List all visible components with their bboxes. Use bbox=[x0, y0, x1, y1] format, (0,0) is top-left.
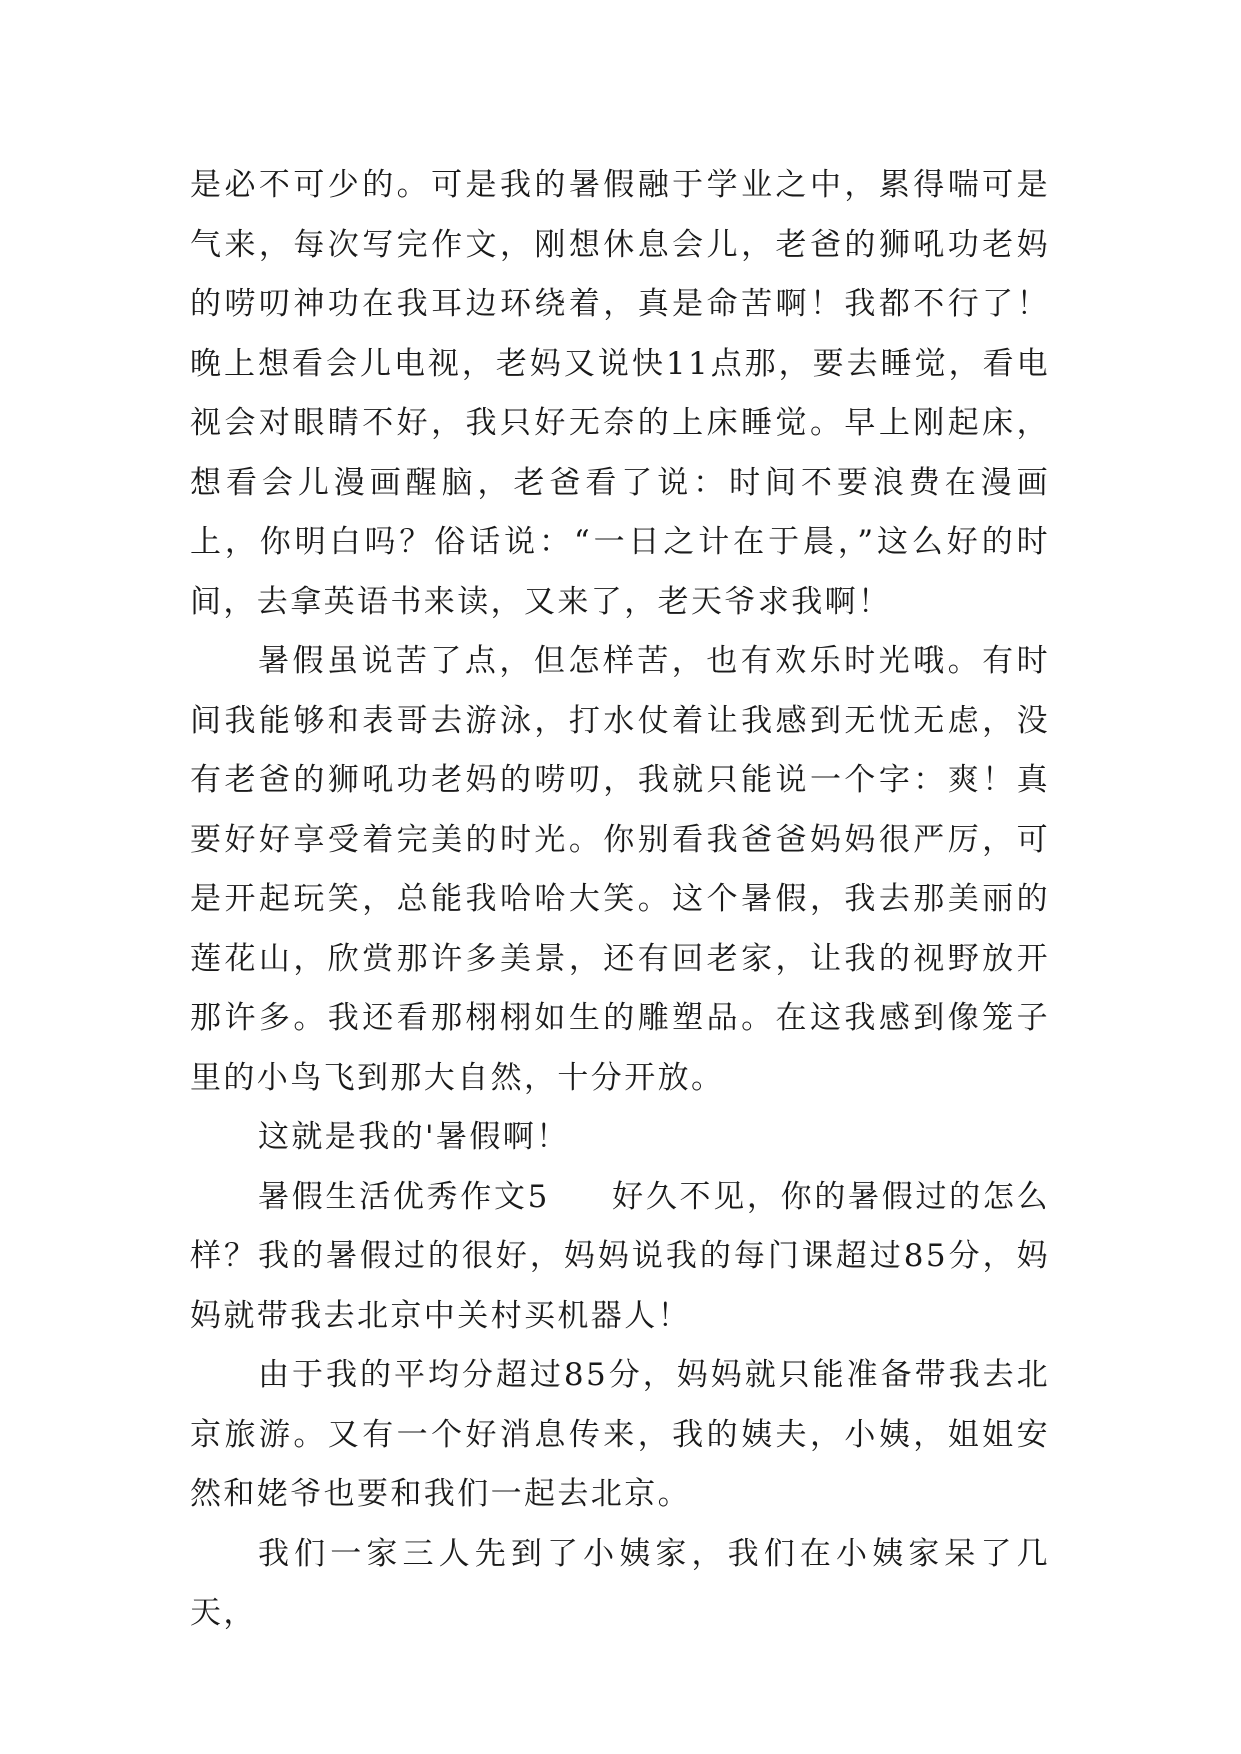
essay-opening-text: 好久不见，你的暑假过的怎么样？我的暑假过的很好，妈妈说我的每门课超过85分，妈妈就带我去北京中关村买机器人！ bbox=[190, 1178, 1050, 1334]
essay-heading-paragraph bbox=[190, 1168, 1050, 1347]
paragraph-5: 由于我的平均分超过85分，妈妈就只能准备带我去北京旅游。又有一个好消息传来，我的姨夫，小姨，姐姐安然和姥爷也要和我们一起去北京。 bbox=[190, 1357, 1050, 1512]
paragraph-2: 暑假虽说苦了点，但怎样苦，也有欢乐时光哦。有时间我能够和表哥去游泳，打水仗着让我感到无忧无虑，没有老爸的狮吼功老妈的唠叨，我就只能说一个字：爽！真要好好享受着完美的时光。你别看我爸爸妈妈很严厉，可是开起玩笑，总能我哈哈大笑。这个暑假，我去那美丽的莲花山，欣赏那许多美景，还有回老家，让我的视野放开那许多。我还看那栩栩如生的雕塑品。在这我感到像笼子里的小鸟飞到那大自然，十分开放。 bbox=[190, 643, 1050, 1096]
paragraph-1: 是必不可少的。可是我的暑假融于学业之中，累得喘可是气来，每次写完作文，刚想休息会儿，老爸的狮吼功老妈的唠叨神功在我耳边环绕着，真是命苦啊！我都不行了！晚上想看会儿电视，老妈又说快11点那，要去睡觉，看电视会对眼睛不好，我只好无奈的上床睡觉。早上刚起床，想看会儿漫画醒脑，老爸看了说：时间不要浪费在漫画上，你明白吗？俗话说：“一日之计在于晨，”这么好的时间，去拿英语书来读，又来了，老天爷求我啊！ bbox=[190, 167, 1050, 620]
essay-title: 暑假生活优秀作文5 bbox=[258, 1178, 550, 1215]
paragraph-3: 这就是我的'暑假啊！ bbox=[258, 1119, 570, 1155]
paragraph-6: 我们一家三人先到了小姨家，我们在小姨家呆了几天， bbox=[190, 1535, 1050, 1631]
essay-text bbox=[190, 156, 1050, 1644]
